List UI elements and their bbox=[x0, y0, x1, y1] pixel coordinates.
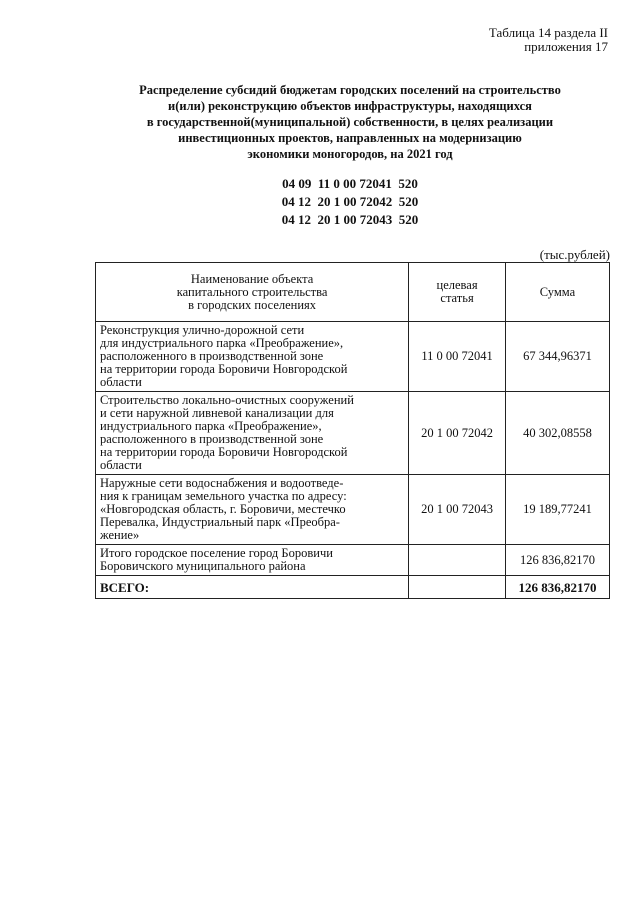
title-line: Распределение субсидий бюджетам городских поселений на строительство bbox=[139, 83, 561, 97]
row-object-name: Наружные сети водоснабжения и водоотведе- ния к границам земельного участка по адресу: «Новгородская область, г. Боровичи, местечко Перевалка, Индустриальный парк «Преобра- жение» bbox=[96, 475, 409, 545]
row-sum: 40 302,08558 bbox=[505, 392, 609, 475]
title-line: и(или) реконструкцию объектов инфраструктуры, находящихся bbox=[168, 99, 532, 113]
header-target-article: целевая статья bbox=[409, 263, 506, 322]
reference-line-1: Таблица 14 раздела II bbox=[488, 25, 608, 40]
row-object-name: Реконструкция улично-дорожной сети для индустриального парка «Преображение», расположенного в производственной зоне на территории города Боровичи Новгородской области bbox=[96, 322, 409, 392]
table-reference bbox=[489, 26, 608, 54]
row-sum: 126 836,82170 bbox=[505, 545, 609, 576]
title-line: инвестиционных проектов, направленных на модернизацию bbox=[178, 131, 522, 145]
budget-code: 04 09 11 0 00 72041 520 bbox=[282, 176, 418, 191]
row-object-name: Строительство локально-очистных сооружений и сети наружной ливневой канализации для индустриального парка «Преображение», расположенного в производственной зоне на территории города Боровичи Новгородской области bbox=[96, 392, 409, 475]
table-row bbox=[96, 322, 610, 392]
total-sum: 126 836,82170 bbox=[505, 576, 609, 599]
row-target-article bbox=[409, 545, 506, 576]
row-target-article: 20 1 00 72042 bbox=[409, 392, 506, 475]
reference-line-2: приложения 17 bbox=[524, 39, 608, 54]
document-title bbox=[60, 82, 640, 162]
total-target-article bbox=[409, 576, 506, 599]
table-row-subtotal bbox=[96, 545, 610, 576]
header-sum: Сумма bbox=[505, 263, 609, 322]
title-line: в государственной(муниципальной) собственности, в целях реализации bbox=[146, 115, 554, 129]
budget-code: 04 12 20 1 00 72042 520 bbox=[281, 194, 419, 209]
row-sum: 67 344,96371 bbox=[505, 322, 609, 392]
table-header-row bbox=[96, 263, 610, 322]
row-sum: 19 189,77241 bbox=[505, 475, 609, 545]
row-target-article: 20 1 00 72043 bbox=[409, 475, 506, 545]
header-object-name: Наименование объекта капитального строительства в городских поселениях bbox=[96, 263, 409, 322]
units-label: (тыс.рублей) bbox=[539, 247, 610, 262]
subsidy-table bbox=[95, 262, 610, 599]
budget-codes bbox=[60, 175, 640, 229]
budget-code: 04 12 20 1 00 72043 520 bbox=[281, 212, 419, 227]
table-row bbox=[96, 475, 610, 545]
title-line: экономики моногородов, на 2021 год bbox=[247, 147, 453, 161]
row-object-name: Итого городское поселение город Боровичи Боровичского муниципального района bbox=[96, 545, 409, 576]
table-row bbox=[96, 392, 610, 475]
table-row-total bbox=[96, 576, 610, 599]
row-target-article: 11 0 00 72041 bbox=[409, 322, 506, 392]
total-label: ВСЕГО: bbox=[96, 576, 409, 599]
